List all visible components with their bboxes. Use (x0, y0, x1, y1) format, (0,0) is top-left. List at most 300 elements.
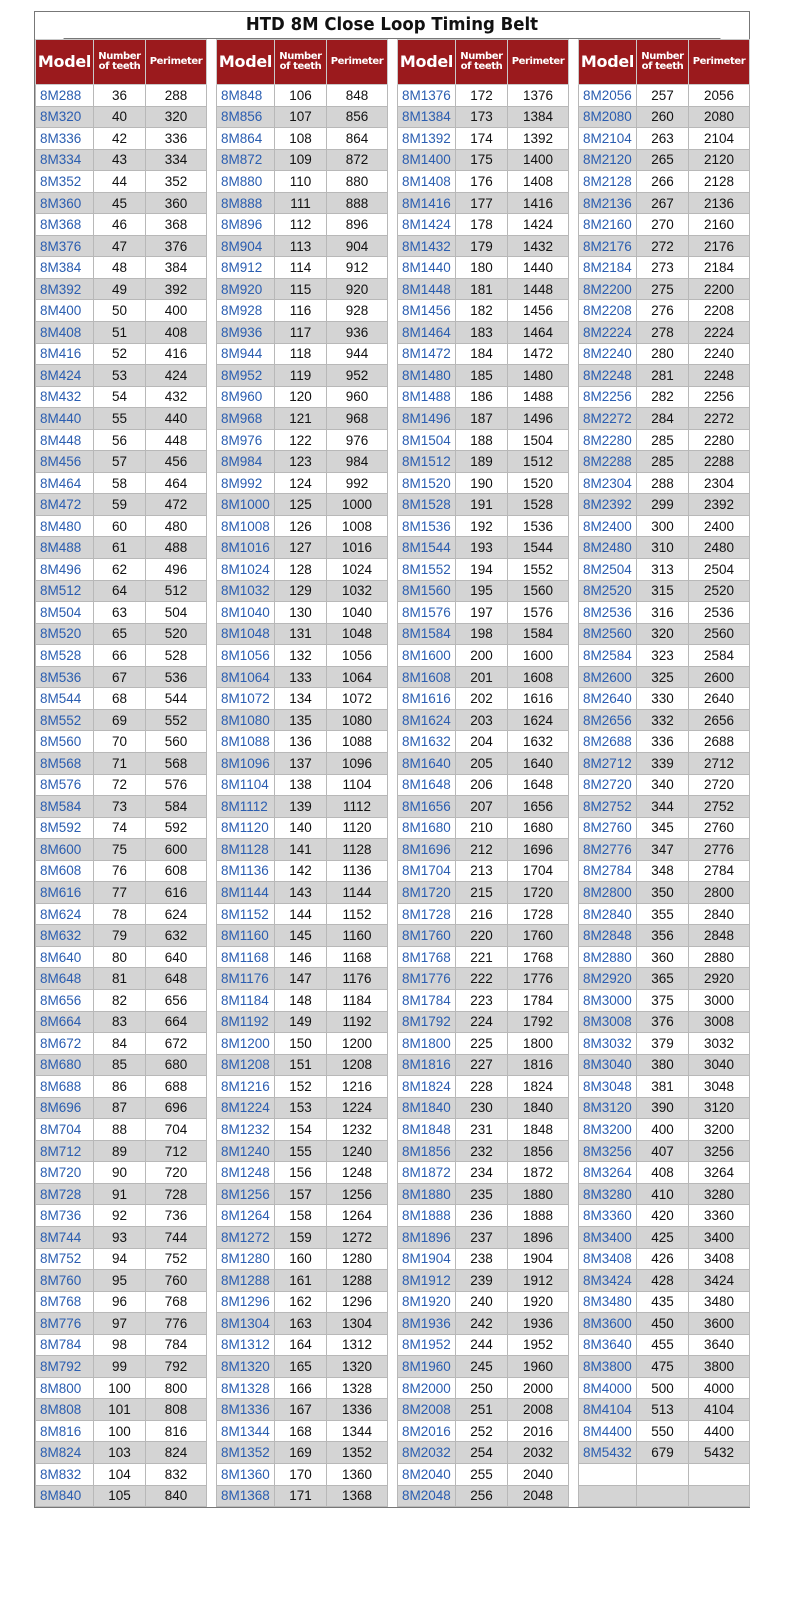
model-cell: 8M1304 (217, 1313, 275, 1335)
teeth-cell: 130 (275, 602, 327, 624)
teeth-cell: 288 (637, 472, 689, 494)
table-row (217, 128, 388, 150)
table-row (579, 774, 750, 796)
table-row (217, 709, 388, 731)
table-row (217, 1399, 388, 1421)
model-cell: 8M5432 (579, 1442, 637, 1464)
model-cell: 8M1936 (398, 1313, 456, 1335)
perimeter-cell: 3424 (689, 1270, 750, 1292)
model-cell: 8M3800 (579, 1356, 637, 1378)
perimeter-cell: 376 (146, 235, 207, 257)
teeth-cell: 221 (456, 946, 508, 968)
table-row (579, 494, 750, 516)
table-row (217, 602, 388, 624)
perimeter-cell: 2248 (689, 365, 750, 387)
table-row (579, 752, 750, 774)
perimeter-cell: 1296 (327, 1291, 388, 1313)
model-cell: 8M4000 (579, 1377, 637, 1399)
table-row (217, 171, 388, 193)
teeth-cell: 94 (94, 1248, 146, 1270)
perimeter-cell: 2240 (689, 343, 750, 365)
model-cell: 8M1872 (398, 1162, 456, 1184)
model-cell: 8M1504 (398, 429, 456, 451)
table-row (217, 429, 388, 451)
perimeter-cell: 1760 (508, 925, 569, 947)
model-cell: 8M2480 (579, 537, 637, 559)
model-cell: 8M2056 (579, 85, 637, 107)
teeth-cell: 63 (94, 602, 146, 624)
teeth-cell: 200 (456, 645, 508, 667)
table-row (398, 1377, 569, 1399)
table-row (579, 1183, 750, 1205)
model-cell: 8M1096 (217, 752, 275, 774)
teeth-cell: 179 (456, 235, 508, 257)
table-row (36, 1119, 207, 1141)
model-cell: 8M1920 (398, 1291, 456, 1313)
table-row (579, 1119, 750, 1141)
teeth-cell: 76 (94, 860, 146, 882)
teeth-cell: 112 (275, 214, 327, 236)
teeth-cell: 169 (275, 1442, 327, 1464)
model-cell: 8M840 (36, 1485, 94, 1507)
teeth-cell: 161 (275, 1270, 327, 1292)
teeth-header-line2: of teeth (641, 61, 684, 72)
model-cell: 8M936 (217, 322, 275, 344)
teeth-cell: 160 (275, 1248, 327, 1270)
perimeter-cell: 784 (146, 1334, 207, 1356)
model-cell: 8M2656 (579, 709, 637, 731)
teeth-cell: 176 (456, 171, 508, 193)
teeth-cell: 280 (637, 343, 689, 365)
table-row (217, 817, 388, 839)
perimeter-cell: 1504 (508, 429, 569, 451)
table-row (217, 1076, 388, 1098)
model-cell: 8M520 (36, 623, 94, 645)
table-row (398, 1356, 569, 1378)
perimeter-cell: 1912 (508, 1270, 569, 1292)
perimeter-cell: 1920 (508, 1291, 569, 1313)
teeth-cell: 325 (637, 666, 689, 688)
table-row (36, 386, 207, 408)
table-row (217, 645, 388, 667)
teeth-cell: 133 (275, 666, 327, 688)
table-row (217, 1097, 388, 1119)
teeth-cell: 124 (275, 472, 327, 494)
model-cell: 8M1040 (217, 602, 275, 624)
perimeter-cell: 408 (146, 322, 207, 344)
model-cell: 8M4400 (579, 1420, 637, 1442)
teeth-cell: 56 (94, 429, 146, 451)
model-cell: 8M3040 (579, 1054, 637, 1076)
table-row (36, 106, 207, 128)
table-row (217, 1377, 388, 1399)
model-cell: 8M2840 (579, 903, 637, 925)
model-cell: 8M1768 (398, 946, 456, 968)
table-row (579, 322, 750, 344)
perimeter-cell: 2160 (689, 214, 750, 236)
teeth-cell: 360 (637, 946, 689, 968)
model-cell: 8M1048 (217, 623, 275, 645)
perimeter-cell: 1344 (327, 1420, 388, 1442)
teeth-cell: 150 (275, 1033, 327, 1055)
table-row (217, 731, 388, 753)
perimeter-cell: 368 (146, 214, 207, 236)
table-row (398, 1011, 569, 1033)
table-row (217, 1011, 388, 1033)
teeth-cell: 163 (275, 1313, 327, 1335)
perimeter-cell: 1776 (508, 968, 569, 990)
table-row (398, 1485, 569, 1507)
teeth-cell: 201 (456, 666, 508, 688)
model-cell: 8M288 (36, 85, 94, 107)
table-row (579, 235, 750, 257)
perimeter-cell: 1080 (327, 709, 388, 731)
teeth-cell: 299 (637, 494, 689, 516)
teeth-cell (637, 1485, 689, 1507)
table-row (398, 171, 569, 193)
perimeter-cell: 392 (146, 278, 207, 300)
model-cell: 8M424 (36, 365, 94, 387)
table-row (579, 1464, 750, 1486)
perimeter-cell: 752 (146, 1248, 207, 1270)
perimeter-cell: 2536 (689, 602, 750, 624)
belt-spec-sheet (34, 11, 750, 1508)
perimeter-cell: 3480 (689, 1291, 750, 1313)
perimeter-cell: 424 (146, 365, 207, 387)
perimeter-cell: 1200 (327, 1033, 388, 1055)
teeth-cell: 158 (275, 1205, 327, 1227)
model-cell: 8M1400 (398, 149, 456, 171)
table-row (579, 1054, 750, 1076)
model-cell: 8M720 (36, 1162, 94, 1184)
table-row (36, 1011, 207, 1033)
model-cell: 8M1456 (398, 300, 456, 322)
model-cell: 8M2272 (579, 408, 637, 430)
model-cell: 8M2776 (579, 839, 637, 861)
table-row (36, 429, 207, 451)
perimeter-cell: 496 (146, 559, 207, 581)
model-cell: 8M600 (36, 839, 94, 861)
model-cell: 8M2176 (579, 235, 637, 257)
perimeter-cell: 712 (146, 1140, 207, 1162)
perimeter-cell: 1400 (508, 149, 569, 171)
teeth-cell: 129 (275, 580, 327, 602)
perimeter-cell: 1936 (508, 1313, 569, 1335)
table-row (36, 1291, 207, 1313)
table-row (36, 1420, 207, 1442)
teeth-cell: 330 (637, 688, 689, 710)
table-row (217, 1033, 388, 1055)
teeth-cell: 212 (456, 839, 508, 861)
teeth-column-header (275, 40, 327, 85)
perimeter-cell: 1584 (508, 623, 569, 645)
teeth-cell: 428 (637, 1270, 689, 1292)
teeth-cell: 204 (456, 731, 508, 753)
perimeter-cell: 1144 (327, 882, 388, 904)
teeth-cell: 254 (456, 1442, 508, 1464)
perimeter-cell: 792 (146, 1356, 207, 1378)
table-row (217, 1140, 388, 1162)
perimeter-cell: 2056 (689, 85, 750, 107)
teeth-cell: 93 (94, 1226, 146, 1248)
table-row (398, 796, 569, 818)
perimeter-cell: 2208 (689, 300, 750, 322)
teeth-cell: 81 (94, 968, 146, 990)
model-cell: 8M2880 (579, 946, 637, 968)
teeth-cell: 164 (275, 1334, 327, 1356)
model-cell: 8M792 (36, 1356, 94, 1378)
model-column-header: Model (398, 40, 456, 85)
perimeter-cell: 680 (146, 1054, 207, 1076)
teeth-cell: 47 (94, 235, 146, 257)
table-row (217, 1485, 388, 1507)
teeth-cell: 550 (637, 1420, 689, 1442)
perimeter-cell: 528 (146, 645, 207, 667)
model-cell: 8M1280 (217, 1248, 275, 1270)
teeth-cell: 40 (94, 106, 146, 128)
perimeter-cell: 1168 (327, 946, 388, 968)
perimeter-cell: 2256 (689, 386, 750, 408)
table-row (217, 149, 388, 171)
perimeter-cell: 1872 (508, 1162, 569, 1184)
table-row (398, 946, 569, 968)
table-row (579, 817, 750, 839)
model-cell: 8M848 (217, 85, 275, 107)
perimeter-cell: 1000 (327, 494, 388, 516)
model-cell: 8M1192 (217, 1011, 275, 1033)
model-cell: 8M712 (36, 1140, 94, 1162)
perimeter-cell: 1624 (508, 709, 569, 731)
teeth-cell: 198 (456, 623, 508, 645)
table-row (398, 214, 569, 236)
table-row (36, 666, 207, 688)
teeth-cell: 106 (275, 85, 327, 107)
table-row (36, 1442, 207, 1464)
table-row (36, 731, 207, 753)
perimeter-cell: 456 (146, 451, 207, 473)
perimeter-cell: 1128 (327, 839, 388, 861)
model-column-header: Model (36, 40, 94, 85)
table-row (36, 709, 207, 731)
table-row (217, 1183, 388, 1205)
table-row (398, 623, 569, 645)
model-cell: 8M2032 (398, 1442, 456, 1464)
table-row (217, 1054, 388, 1076)
teeth-cell: 236 (456, 1205, 508, 1227)
table-row (398, 1226, 569, 1248)
perimeter-cell: 1472 (508, 343, 569, 365)
table-row (217, 839, 388, 861)
table-row (579, 365, 750, 387)
perimeter-cell: 904 (327, 235, 388, 257)
model-cell: 8M896 (217, 214, 275, 236)
perimeter-cell: 1432 (508, 235, 569, 257)
perimeter-cell: 776 (146, 1313, 207, 1335)
table-row (579, 257, 750, 279)
table-row (36, 774, 207, 796)
model-cell: 8M3264 (579, 1162, 637, 1184)
model-cell: 8M368 (36, 214, 94, 236)
teeth-cell: 255 (456, 1464, 508, 1486)
perimeter-cell: 856 (327, 106, 388, 128)
teeth-cell: 191 (456, 494, 508, 516)
model-cell: 8M1240 (217, 1140, 275, 1162)
model-cell: 8M2136 (579, 192, 637, 214)
table-row (579, 709, 750, 731)
table-row (579, 429, 750, 451)
teeth-cell: 390 (637, 1097, 689, 1119)
perimeter-cell: 1896 (508, 1226, 569, 1248)
table-row (398, 1162, 569, 1184)
perimeter-cell: 656 (146, 989, 207, 1011)
table-row (579, 968, 750, 990)
perimeter-cell: 704 (146, 1119, 207, 1141)
perimeter-cell: 2688 (689, 731, 750, 753)
table-row (398, 408, 569, 430)
teeth-cell: 188 (456, 429, 508, 451)
perimeter-cell: 576 (146, 774, 207, 796)
model-cell: 8M760 (36, 1270, 94, 1292)
teeth-cell: 165 (275, 1356, 327, 1378)
perimeter-cell: 1544 (508, 537, 569, 559)
teeth-cell: 347 (637, 839, 689, 861)
model-cell: 8M1088 (217, 731, 275, 753)
table-row (217, 408, 388, 430)
model-cell: 8M1368 (217, 1485, 275, 1507)
teeth-cell: 110 (275, 171, 327, 193)
teeth-cell: 257 (637, 85, 689, 107)
table-row (217, 386, 388, 408)
model-cell: 8M336 (36, 128, 94, 150)
model-cell: 8M2784 (579, 860, 637, 882)
perimeter-cell: 2848 (689, 925, 750, 947)
table-row (36, 1399, 207, 1421)
table-row (579, 1033, 750, 1055)
perimeter-cell: 816 (146, 1420, 207, 1442)
teeth-cell: 263 (637, 128, 689, 150)
model-cell: 8M2016 (398, 1420, 456, 1442)
teeth-cell: 114 (275, 257, 327, 279)
table-row (579, 106, 750, 128)
model-cell: 8M488 (36, 537, 94, 559)
perimeter-cell: 1064 (327, 666, 388, 688)
model-cell: 8M1024 (217, 559, 275, 581)
table-row (579, 171, 750, 193)
table-row (217, 688, 388, 710)
model-cell: 8M1544 (398, 537, 456, 559)
model-cell: 8M1520 (398, 472, 456, 494)
teeth-cell: 207 (456, 796, 508, 818)
table-row (398, 1248, 569, 1270)
perimeter-cell: 3600 (689, 1313, 750, 1335)
model-cell: 8M1600 (398, 645, 456, 667)
teeth-cell: 42 (94, 128, 146, 150)
teeth-cell: 157 (275, 1183, 327, 1205)
perimeter-cell: 504 (146, 602, 207, 624)
teeth-cell: 99 (94, 1356, 146, 1378)
table-row (579, 408, 750, 430)
teeth-header-line1: Number (641, 51, 684, 62)
teeth-cell: 89 (94, 1140, 146, 1162)
teeth-cell: 313 (637, 559, 689, 581)
teeth-cell: 68 (94, 688, 146, 710)
teeth-cell: 168 (275, 1420, 327, 1442)
table-row (36, 989, 207, 1011)
model-cell: 8M664 (36, 1011, 94, 1033)
teeth-cell: 113 (275, 235, 327, 257)
table-row (217, 882, 388, 904)
perimeter-cell: 560 (146, 731, 207, 753)
perimeter-cell: 3640 (689, 1334, 750, 1356)
table-row (398, 989, 569, 1011)
teeth-cell: 193 (456, 537, 508, 559)
perimeter-cell: 992 (327, 472, 388, 494)
model-cell: 8M1848 (398, 1119, 456, 1141)
model-cell: 8M2200 (579, 278, 637, 300)
model-cell: 8M2752 (579, 796, 637, 818)
teeth-column-header (637, 40, 689, 85)
teeth-cell: 143 (275, 882, 327, 904)
model-cell (579, 1485, 637, 1507)
model-cell: 8M544 (36, 688, 94, 710)
perimeter-cell: 936 (327, 322, 388, 344)
perimeter-cell: 632 (146, 925, 207, 947)
perimeter-cell: 1448 (508, 278, 569, 300)
table-row (36, 1054, 207, 1076)
model-cell: 8M696 (36, 1097, 94, 1119)
model-cell: 8M2800 (579, 882, 637, 904)
perimeter-cell: 1096 (327, 752, 388, 774)
perimeter-cell: 3000 (689, 989, 750, 1011)
model-cell: 8M2104 (579, 128, 637, 150)
table-row (579, 839, 750, 861)
model-cell: 8M392 (36, 278, 94, 300)
model-cell: 8M944 (217, 343, 275, 365)
table-row (36, 839, 207, 861)
table-row (217, 925, 388, 947)
teeth-cell: 49 (94, 278, 146, 300)
teeth-cell: 109 (275, 149, 327, 171)
perimeter-cell: 1032 (327, 580, 388, 602)
model-cell: 8M1840 (398, 1097, 456, 1119)
teeth-cell: 267 (637, 192, 689, 214)
model-cell: 8M1816 (398, 1054, 456, 1076)
model-cell: 8M3280 (579, 1183, 637, 1205)
perimeter-cell: 888 (327, 192, 388, 214)
model-cell: 8M1576 (398, 602, 456, 624)
table-row (398, 1054, 569, 1076)
perimeter-cell: 1520 (508, 472, 569, 494)
teeth-cell: 95 (94, 1270, 146, 1292)
table-row (398, 1291, 569, 1313)
perimeter-cell: 2504 (689, 559, 750, 581)
table-row (36, 408, 207, 430)
teeth-cell: 87 (94, 1097, 146, 1119)
table-row (217, 752, 388, 774)
model-cell: 8M1032 (217, 580, 275, 602)
perimeter-cell: 1816 (508, 1054, 569, 1076)
teeth-cell: 197 (456, 602, 508, 624)
teeth-cell: 135 (275, 709, 327, 731)
teeth-cell: 285 (637, 451, 689, 473)
table-row (36, 1097, 207, 1119)
teeth-cell: 356 (637, 925, 689, 947)
perimeter-cell: 2560 (689, 623, 750, 645)
model-cell: 8M1608 (398, 666, 456, 688)
perimeter-cell: 3400 (689, 1226, 750, 1248)
belt-table-1 (35, 39, 207, 1507)
model-cell: 8M2712 (579, 752, 637, 774)
